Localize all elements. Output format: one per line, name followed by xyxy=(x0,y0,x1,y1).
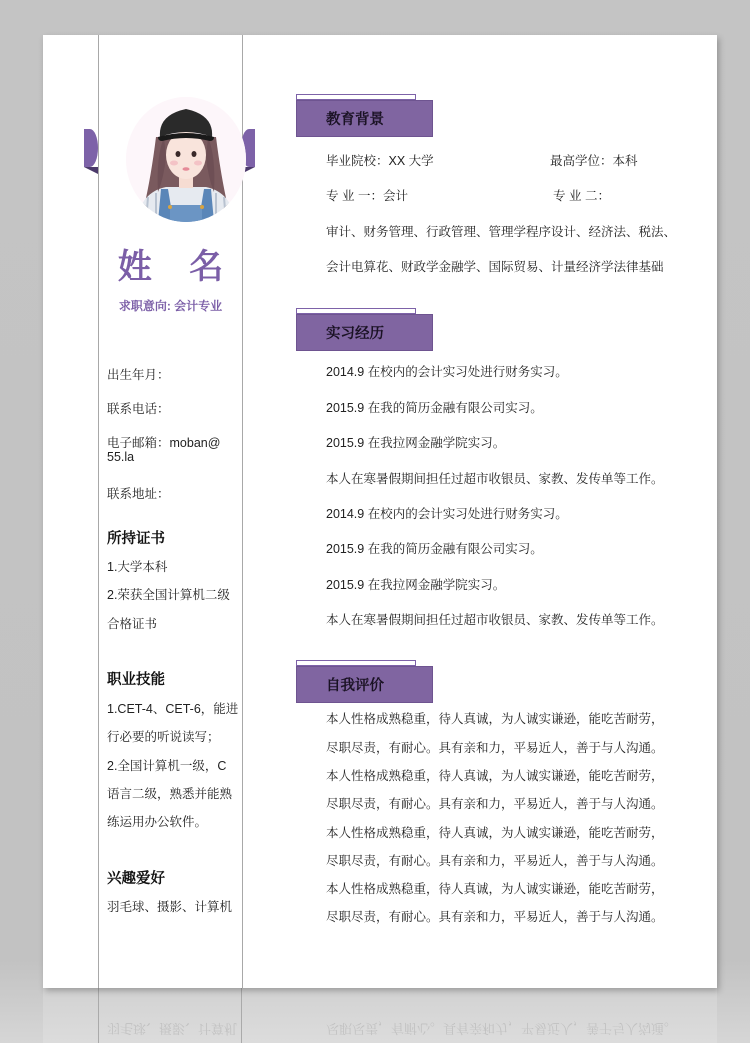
phone-label: 联系电话： xyxy=(107,402,170,416)
internship-item: 本人在寒暑假期间担任过超市收银员、家教、发传单等工作。 xyxy=(326,613,664,627)
certificate-line: 合格证书 xyxy=(107,617,158,631)
internship-item: 2014.9 在校内的会计实习处进行财务实习。 xyxy=(326,365,568,379)
skills-heading: 职业技能 xyxy=(107,672,165,688)
skill-line: 行必要的听说读写； xyxy=(107,730,220,744)
candidate-name: 姓 名 xyxy=(117,248,238,286)
evaluation-line: 尽职尽责，有耐心。具有亲和力，平易近人，善于与人沟通。 xyxy=(326,854,664,868)
certificates-heading: 所持证书 xyxy=(107,531,165,547)
ribbon-left xyxy=(84,129,98,167)
major-two-field: 专 业 二： xyxy=(553,189,610,203)
address-label: 联系地址： xyxy=(107,487,170,501)
internship-section-header xyxy=(296,308,433,354)
internship-item: 2014.9 在校内的会计实习处进行财务实习。 xyxy=(326,507,568,521)
evaluation-line: 本人性格成熟稳重，待人真诚，为人诚实谦逊，能吃苦耐劳， xyxy=(326,826,664,840)
skill-line: 练运用办公软件。 xyxy=(107,815,208,829)
evaluation-line: 本人性格成熟稳重，待人真诚，为人诚实谦逊，能吃苦耐劳， xyxy=(326,882,664,896)
page-reflection xyxy=(43,988,717,1043)
evaluation-line: 尽职尽责，有耐心。具有亲和力，平易近人，善于与人沟通。 xyxy=(326,797,664,811)
evaluation-line: 尽职尽责，有耐心。具有亲和力，平易近人，善于与人沟通。 xyxy=(326,910,664,924)
internship-item: 2015.9 在我的简历金融有限公司实习。 xyxy=(326,542,543,556)
resume-page xyxy=(43,35,717,988)
evaluation-line: 本人性格成熟稳重，待人真诚，为人诚实谦逊，能吃苦耐劳， xyxy=(326,769,664,783)
certificate-line: 1.大学本科 xyxy=(107,560,168,574)
birth-date-label: 出生年月： xyxy=(107,368,170,382)
internship-item: 本人在寒暑假期间担任过超市收银员、家教、发传单等工作。 xyxy=(326,472,664,486)
skill-line: 语言二级，熟悉并能熟 xyxy=(107,787,233,801)
internship-title: 实习经历 xyxy=(326,326,384,342)
avatar-illustration-icon xyxy=(126,97,246,222)
school-field: 毕业院校：XX 大学 xyxy=(326,154,434,168)
evaluation-line: 本人性格成熟稳重，待人真诚，为人诚实谦逊，能吃苦耐劳， xyxy=(326,712,664,726)
hobbies-heading: 兴趣爱好 xyxy=(107,871,165,887)
certificate-line: 2.荣获全国计算机二级 xyxy=(107,588,230,602)
internship-item: 2015.9 在我的简历金融有限公司实习。 xyxy=(326,401,543,415)
reflection-text: 尽职尽责，有耐心。具有亲和力，平易近人，善于与人沟通。 xyxy=(326,1021,678,1036)
degree-field: 最高学位：本科 xyxy=(550,154,638,168)
ribbon-fold-left xyxy=(84,167,98,174)
self-evaluation-section-header xyxy=(296,660,433,706)
skill-line: 2.全国计算机一级，C xyxy=(107,759,227,773)
reflection-text: 羽毛球、摄影、计算机 xyxy=(107,1021,238,1036)
internship-item: 2015.9 在我拉网金融学院实习。 xyxy=(326,436,506,450)
email-label: 电子邮箱：moban@ xyxy=(107,436,221,450)
reflection-divider xyxy=(241,988,242,1043)
education-title: 教育背景 xyxy=(326,112,384,128)
email-value: 55.la xyxy=(107,450,135,464)
reflection-divider xyxy=(98,988,99,1043)
courses-line: 会计电算花、财政学金融学、国际贸易、计量经济学法律基础 xyxy=(326,260,664,274)
major-one-field: 专 业 一：会计 xyxy=(326,189,408,203)
evaluation-line: 尽职尽责，有耐心。具有亲和力，平易近人，善于与人沟通。 xyxy=(326,741,664,755)
avatar xyxy=(126,97,246,222)
skill-line: 1.CET-4、CET-6，能进 xyxy=(107,702,239,716)
self-evaluation-title: 自我评价 xyxy=(326,678,384,694)
internship-item: 2015.9 在我拉网金融学院实习。 xyxy=(326,578,506,592)
courses-line: 审计、财务管理、行政管理、管理学程序设计、经济法、税法、 xyxy=(326,225,677,239)
education-section-header xyxy=(296,94,433,140)
job-objective: 求职意向: 会计专业 xyxy=(118,299,223,313)
hobby-line: 羽毛球、摄影、计算机 xyxy=(107,900,233,914)
